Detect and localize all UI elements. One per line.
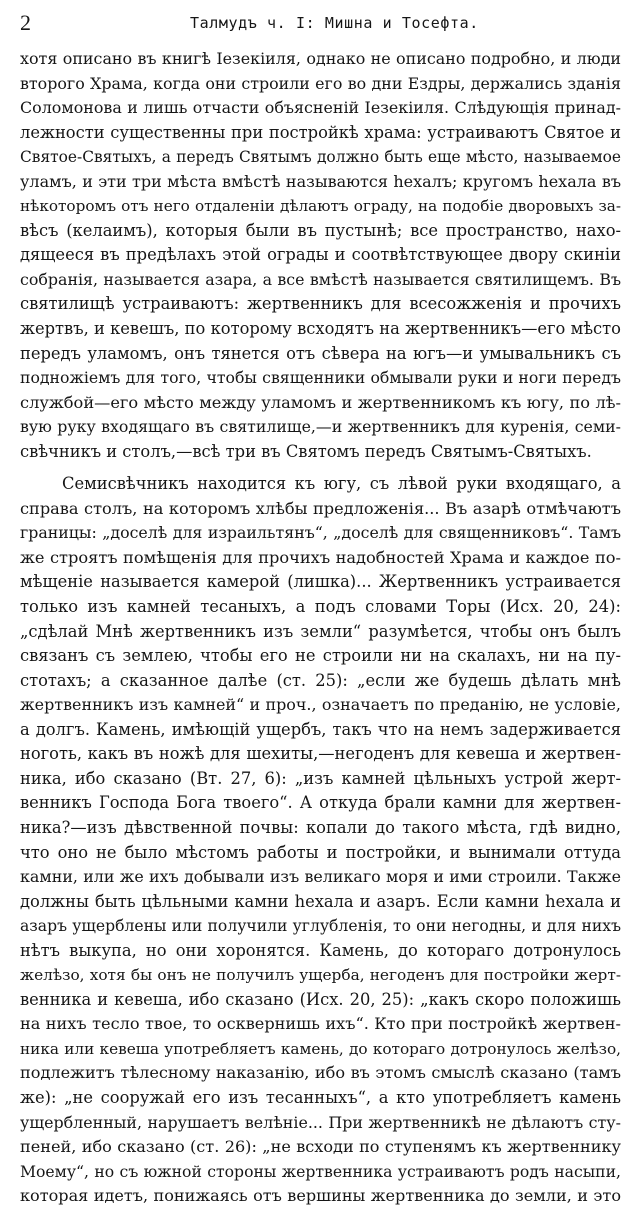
- text-line: ущербленный, нарушаетъ велѣніе... При жертвенникѣ не дѣлаютъ сту-: [20, 1112, 621, 1132]
- paragraph-gap: [20, 464, 621, 472]
- text-line: границы: „доселѣ для израильтянъ“, „доселѣ для священниковъ“. Тамъ: [20, 523, 621, 543]
- text-line: что оно не было мѣстомъ работы и постройки, и вынимали оттуда: [20, 842, 621, 862]
- text-line: мѣщеніе называется камерой (лишка)... Жертвенникъ устраивается: [20, 572, 621, 592]
- text-line: пеней, ибо сказано (ст. 26): „не всходи по ступенямъ къ жертвеннику: [20, 1137, 621, 1157]
- text-line: уламъ, и эти три мѣста вмѣстѣ называются hехалъ; кругомъ hехала въ: [20, 171, 621, 191]
- text-line: службой—его мѣсто между уламомъ и жертвенникомъ къ югу, по лѣ-: [20, 392, 621, 412]
- text-line: передъ уламомъ, онъ тянется отъ сѣвера на югъ—и умывальникъ съ: [20, 343, 621, 363]
- text-line: на нихъ тесло твое, то осквернишь ихъ“. Кто при постройкѣ жертвен-: [20, 1014, 621, 1034]
- text-line: нѣкоторомъ отъ него отдаленіи дѣлаютъ ограду, на подобіе дворовыхъ за-: [20, 197, 621, 216]
- text-line: стотахъ; а сказанное далѣе (ст. 25): „если же будешь дѣлать мнѣ: [20, 670, 621, 690]
- body-text: [20, 47, 621, 1209]
- text-line: вѣсъ (келаимъ), которыя были въ пустынѣ; все пространство, нахо-: [20, 220, 621, 240]
- text-line: которая идетъ, понижаясь отъ вершины жертвенника до земли, и это: [20, 1186, 621, 1206]
- text-line: хотя описано въ книгѣ Iезекiиля, однако не описано подробно, и люди: [20, 49, 621, 68]
- text-line: второго Храма, когда они строили его во дни Ездры, держались зданія: [20, 73, 621, 93]
- running-title: Талмудъ ч. I: Мишна и Тосефта.: [190, 14, 479, 32]
- text-line: ника?—изъ дѣвственной почвы: копали до такого мѣста, гдѣ видно,: [20, 817, 621, 837]
- paragraph: [20, 47, 621, 464]
- page-header: [20, 8, 620, 38]
- text-line: ника, ибо сказано (Вт. 27, 6): „изъ камней цѣльныхъ устрой жерт-: [20, 768, 621, 788]
- text-line: же): „не сооружай его изъ тесанныхъ“, а кто употребляетъ камень: [20, 1087, 621, 1107]
- text-line: должны быть цѣльными камни hехала и азаръ. Если камни hехала и: [20, 891, 621, 911]
- text-line: Моему“, но съ южной стороны жертвенника устраиваютъ родъ насыпи,: [20, 1161, 621, 1181]
- text-line: же строятъ помѣщенія для прочихъ надобностей Храма и каждое по-: [20, 547, 621, 567]
- text-line: Соломонова и лишь отчасти объясненій Iезекiиля. Слѣдующія принад-: [20, 98, 621, 118]
- text-line: справа столъ, на которомъ хлѣбы предложенія... Въ азарѣ отмѣчаютъ: [20, 498, 621, 518]
- paragraph: [20, 472, 621, 1208]
- text-line: венникъ Господа Бога твоего“. А откуда брали камни для жертвен-: [20, 793, 621, 813]
- text-line: а долгъ. Камень, имѣющій ущербъ, такъ что на немъ задерживается: [20, 719, 621, 739]
- text-line: Святое-Святыхъ, а передъ Святымъ должно быть еще мѣсто, называемое: [20, 148, 621, 167]
- text-line: вую руку входящаго въ святилище,—и жертвенникъ для куренія, семи-: [20, 417, 621, 437]
- text-line: ника или кевеша употребляетъ камень, до котораго дотронулось желѣзо,: [20, 1039, 621, 1058]
- text-line: лежности существенны при постройкѣ храма: устраиваютъ Святое и: [20, 122, 621, 142]
- text-line: венника и кевеша, ибо сказано (Исх. 20, 25): „какъ скоро положишь: [20, 989, 621, 1009]
- text-line: свѣчникъ и столъ,—всѣ три въ Святомъ передъ Святымъ-Святыхъ.: [20, 441, 592, 461]
- text-line: Семисвѣчникъ находится къ югу, съ лѣвой руки входящаго, а: [62, 474, 621, 494]
- text-line: подножіемъ для того, чтобы священники обмывали руки и ноги передъ: [20, 368, 621, 388]
- text-line: подлежитъ тѣлесному наказанію, ибо въ этомъ смыслѣ сказано (тамъ: [20, 1063, 621, 1083]
- text-line: азаръ ущерблены или получили углубленія, то они негодны, и для нихъ: [20, 917, 621, 936]
- text-line: нѣтъ выкупа, но они хоронятся. Камень, до котораго дотронулось: [20, 940, 621, 960]
- text-line: святилищѣ устраиваютъ: жертвенникъ для всесожженія и прочихъ: [20, 294, 621, 314]
- text-line: жертвъ, и кевешъ, по которому всходятъ на жертвенникъ—его мѣсто: [20, 319, 621, 339]
- page-number: 2: [20, 10, 31, 35]
- text-line: собранія, называется азара, а все вмѣстѣ называется святилищемъ. Въ: [20, 269, 621, 289]
- text-line: дящееся въ предѣлахъ этой ограды и соотвѣтствующее двору скиніи: [20, 245, 621, 265]
- text-line: связанъ съ землею, чтобы его не строили ни на скалахъ, ни на пу-: [20, 646, 621, 666]
- text-line: камни, или же ихъ добывали изъ великаго моря и ими строили. Также: [20, 867, 621, 887]
- text-line: желѣзо, хотя бы онъ не получилъ ущерба, негоденъ для постройки жерт-: [20, 966, 621, 985]
- text-line: ноготь, какъ въ ножѣ для шехиты,—негоденъ для кевеша и жертвен-: [20, 744, 621, 764]
- text-line: жертвенникъ изъ камней“ и проч., означаетъ по преданію, не условіе,: [20, 695, 621, 715]
- text-line: только изъ камней тесаныхъ, а подъ словами Торы (Исх. 20, 24):: [20, 597, 621, 617]
- text-line: „сдѣлай Мнѣ жертвенникъ изъ земли“ разумѣется, чтобы онъ былъ: [20, 621, 621, 641]
